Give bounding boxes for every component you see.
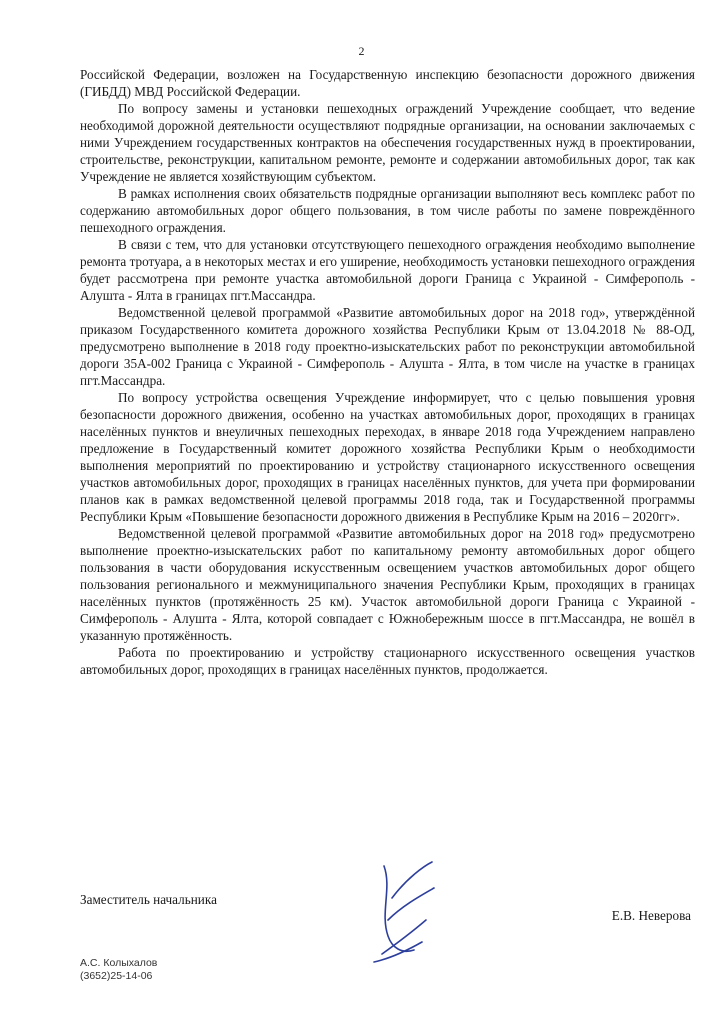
signatory-position: Заместитель начальника [80,892,217,907]
handwritten-signature [362,858,442,968]
paragraph: Ведомственной целевой программой «Развитие автомобильных дорог на 2018 год», утверждённой приказом Государственного комитета дорожного хозяйства Республики Крым от 13.04.2018 № 88-ОД, предусмотрено выполнение в 2018 году проектно-изыскательских работ по реконструкции автомобильной дороги 35А-002 Граница с Украиной - Симферополь - Алушта - Ялта, в том числе на участке в границах пгт.Массандра. [80,305,695,388]
paragraph: В связи с тем, что для установки отсутствующего пешеходного ограждения необходимо выполнение ремонта тротуара, а в некоторых местах и его уширение, необходимость установки пешеходного ограждения будет рассмотрена при ремонте участка автомобильной дороги Граница с Украиной - Симферополь - Алушта - Ялта в границах пгт.Массандра. [80,237,695,303]
paragraph: Работа по проектированию и устройству стационарного искусственного освещения участков автомобильных дорог, проходящих в границах населённых пунктов, продолжается. [80,645,695,677]
paragraph: По вопросу замены и установки пешеходных ограждений Учреждение сообщает, что ведение необходимой дорожной деятельности осуществляют подрядные организации, на основании заключаемых с ними Учреждением государственных контрактов на обеспечения государственных нужд в проектировании, строительстве, реконструкции, капитальном ремонте, ремонте и содержании автомобильных дорог, так как Учреждение не является хозяйствующим субъектом. [80,101,695,184]
paragraph: В рамках исполнения своих обязательств подрядные организации выполняют весь комплекс работ по содержанию автомобильных дорог общего пользования, в том числе работы по замене повреждённого пешеходного ограждения. [80,186,695,235]
letter-body [80,66,695,678]
signature-block [80,886,695,926]
signatory-name: Е.В. Неверова [611,908,691,923]
paragraph: Ведомственной целевой программой «Развитие автомобильных дорог на 2018 год» предусмотрено выполнение проектно-изыскательских работ по капитальному ремонту автомобильных дорог общего пользования в части оборудования искусственным освещением участков автомобильных дорог общего пользования регионального и межмуниципального значения Республики Крым, проходящих в границах населённых пунктов (протяжённость 25 км). Участок автомобильной дороги Граница с Украиной - Симферополь - Алушта - Ялта, которой совпадает с Южнобережным шоссе в пгт.Массандра, не вошёл в указанную протяжённость. [80,526,695,643]
executor-info [80,957,157,983]
paragraph: По вопросу устройства освещения Учреждение информирует, что с целью повышения уровня безопасности дорожного движения, особенно на участках автомобильных дорог, проходящих в границах населённых пунктов и внеуличных пешеходных переходах, в январе 2018 года Учреждением направлено предложение в Государственный комитет дорожного хозяйства Республики Крым о необходимости выполнения мероприятий по проектированию и устройству стационарного искусственного освещения участков автомобильных дорог, проходящих в границах населённых пунктов, для учета при формировании планов как в рамках ведомственной целевой программы 2018 года, так и Государственной программы Республики Крым «Повышение безопасности дорожного движения в Республике Крым на 2016 – 2020гг». [80,390,695,524]
page-number: 2 [358,44,365,58]
executor-phone: (3652)25-14-06 [80,970,153,982]
paragraph: Российской Федерации, возложен на Государственную инспекцию безопасности дорожного движения (ГИБДД) МВД Российской Федерации. [80,67,695,99]
executor-name: А.С. Колыхалов [80,957,158,969]
